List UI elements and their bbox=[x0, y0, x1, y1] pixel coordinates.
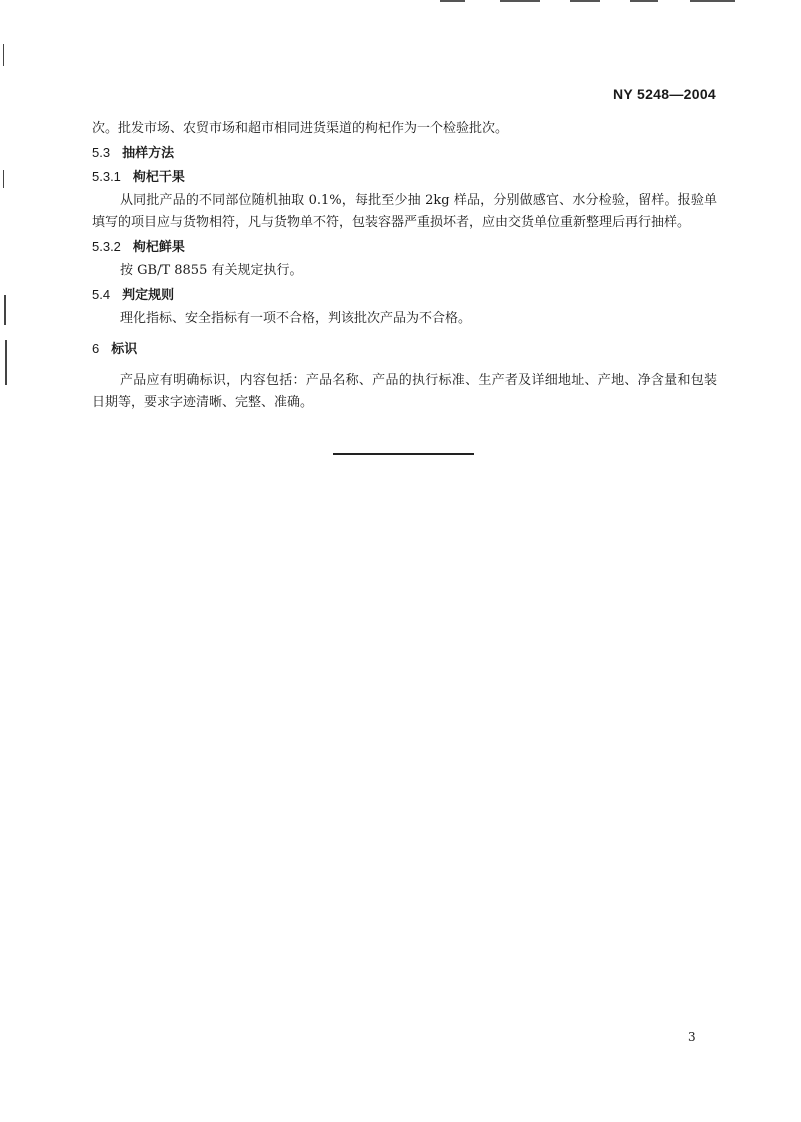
scan-artifact-top bbox=[440, 0, 760, 4]
end-of-document-rule bbox=[333, 453, 474, 455]
section-6-heading bbox=[92, 338, 717, 360]
section-number: 5.3 bbox=[92, 145, 111, 160]
section-number: 5.4 bbox=[92, 287, 111, 302]
section-title: 抽样方法 bbox=[122, 145, 175, 160]
section-5-3-1-heading bbox=[92, 166, 717, 188]
scan-artifact-edge bbox=[0, 40, 10, 420]
section-5-4-heading bbox=[92, 284, 717, 306]
section-5-3-2-heading bbox=[92, 236, 717, 258]
continuation-paragraph: 次。批发市场、农贸市场和超市相同进货渠道的枸杞作为一个检验批次。 bbox=[92, 121, 509, 136]
section-5-3-1-text: 从同批产品的不同部位随机抽取 0.1%，每批至少抽 2kg 样品，分别做感官、水分检验，留样。报验单填写的项目应与货物相符，凡与货物单不符，包装容器严重损坏者，应由交货单位重新整理后再行抽样。 bbox=[92, 193, 717, 230]
section-title: 判定规则 bbox=[122, 287, 175, 302]
section-title: 枸杞干果 bbox=[132, 169, 185, 184]
page-number: 3 bbox=[688, 1030, 696, 1044]
section-number: 5.3.2 bbox=[92, 239, 121, 254]
section-6-text: 产品应有明确标识，内容包括：产品名称、产品的执行标准、生产者及详细地址、产地、净含量和包装日期等，要求字迹清晰、完整、准确。 bbox=[92, 373, 717, 410]
section-number: 5.3.1 bbox=[92, 169, 121, 184]
standard-code: NY 5248—2004 bbox=[613, 86, 716, 102]
section-5-3-heading bbox=[92, 142, 717, 164]
section-title: 枸杞鲜果 bbox=[132, 239, 185, 254]
section-title: 标识 bbox=[111, 341, 138, 356]
document-body bbox=[92, 118, 717, 414]
section-5-4-text: 理化指标、安全指标有一项不合格，判该批次产品为不合格。 bbox=[120, 311, 472, 326]
section-5-3-2-text: 按 GB/T 8855 有关规定执行。 bbox=[120, 263, 303, 278]
section-number: 6 bbox=[92, 341, 100, 356]
